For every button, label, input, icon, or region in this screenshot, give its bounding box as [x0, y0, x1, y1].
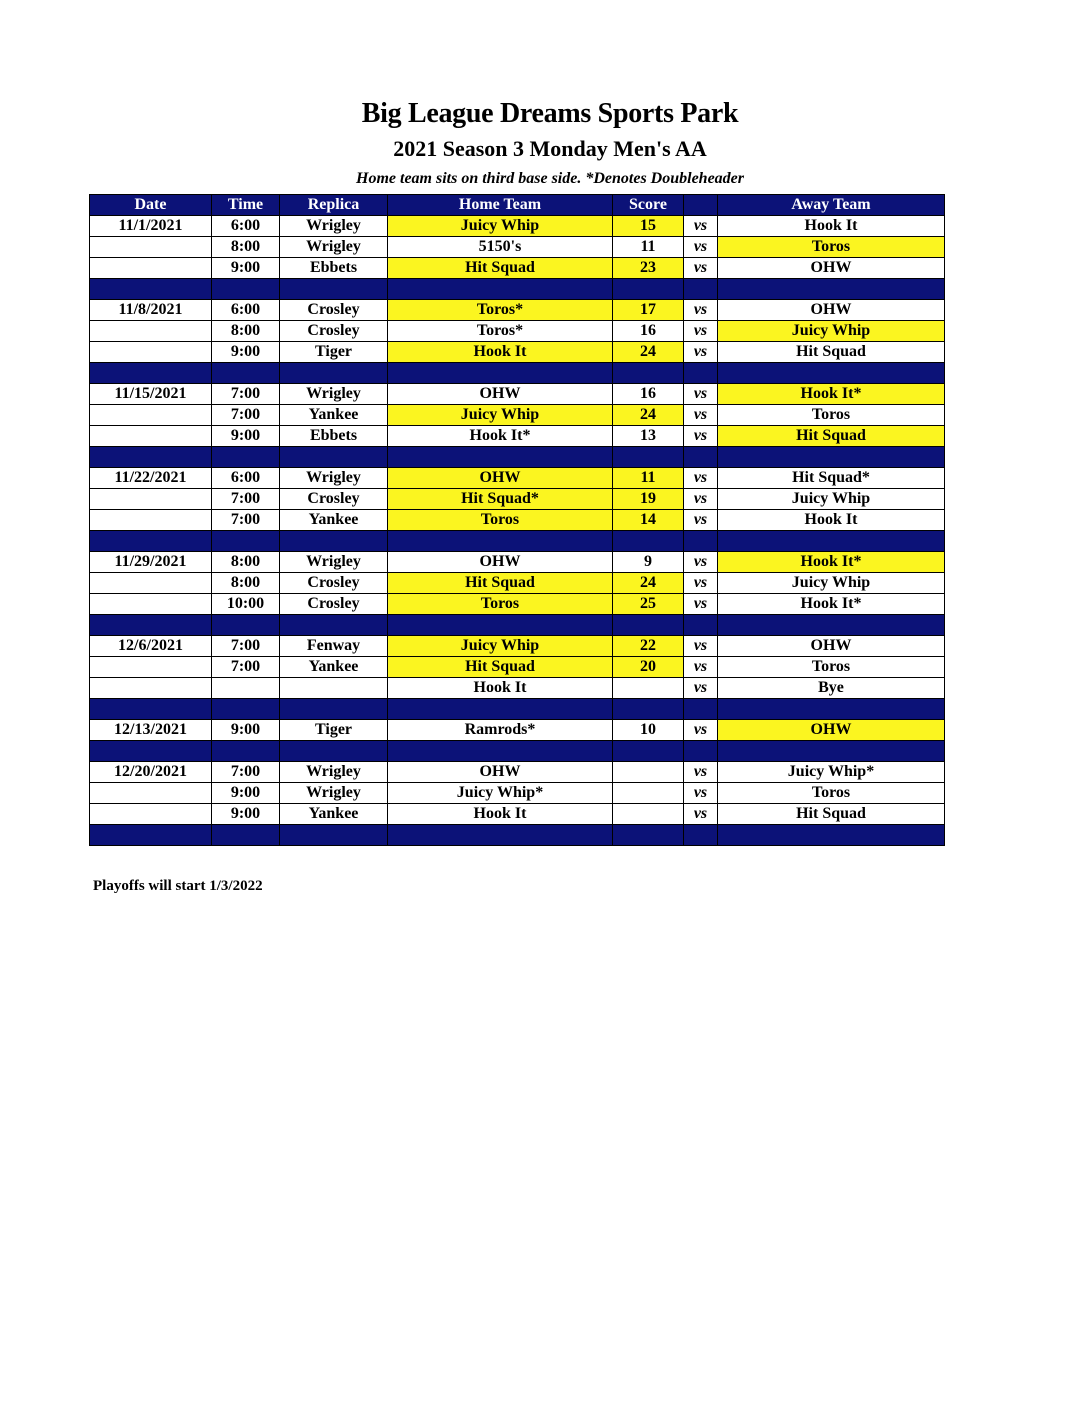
date-cell: [90, 426, 212, 447]
separator-cell: [613, 699, 684, 720]
separator-cell: [613, 741, 684, 762]
time-cell: 6:00: [212, 300, 280, 321]
table-row: [90, 237, 945, 258]
separator-cell: [90, 615, 212, 636]
separator-cell: [718, 363, 945, 384]
time-cell: 8:00: [212, 573, 280, 594]
column-header: Home Team: [388, 195, 613, 216]
separator-cell: [90, 447, 212, 468]
away-team-cell: OHW: [718, 300, 945, 321]
date-cell: [90, 573, 212, 594]
table-row: [90, 594, 945, 615]
separator-cell: [684, 615, 718, 636]
separator-row: [90, 699, 945, 720]
separator-row: [90, 615, 945, 636]
away-team-cell: Toros: [718, 405, 945, 426]
home-team-cell: Toros: [388, 594, 613, 615]
time-cell: 9:00: [212, 258, 280, 279]
time-cell: 9:00: [212, 804, 280, 825]
separator-cell: [212, 741, 280, 762]
replica-cell: Ebbets: [280, 258, 388, 279]
table-row: [90, 804, 945, 825]
separator-cell: [388, 741, 613, 762]
column-header: Replica: [280, 195, 388, 216]
vs-cell: vs: [684, 489, 718, 510]
replica-cell: Crosley: [280, 594, 388, 615]
date-cell: 12/13/2021: [90, 720, 212, 741]
home-team-cell: OHW: [388, 552, 613, 573]
date-cell: 11/8/2021: [90, 300, 212, 321]
separator-cell: [280, 741, 388, 762]
score-cell: 17: [613, 300, 684, 321]
vs-cell: vs: [684, 342, 718, 363]
time-cell: 9:00: [212, 342, 280, 363]
time-cell: 9:00: [212, 720, 280, 741]
separator-cell: [613, 363, 684, 384]
schedule-body: [90, 216, 945, 846]
score-cell: 25: [613, 594, 684, 615]
vs-cell: vs: [684, 258, 718, 279]
vs-cell: vs: [684, 783, 718, 804]
home-team-cell: Juicy Whip*: [388, 783, 613, 804]
replica-cell: Crosley: [280, 489, 388, 510]
date-cell: 11/1/2021: [90, 216, 212, 237]
separator-cell: [684, 447, 718, 468]
time-cell: 6:00: [212, 216, 280, 237]
separator-cell: [90, 825, 212, 846]
separator-cell: [613, 615, 684, 636]
score-cell: 15: [613, 216, 684, 237]
separator-cell: [613, 279, 684, 300]
replica-cell: Yankee: [280, 804, 388, 825]
replica-cell: Fenway: [280, 636, 388, 657]
separator-cell: [90, 699, 212, 720]
column-header: Away Team: [718, 195, 945, 216]
away-team-cell: Hit Squad: [718, 342, 945, 363]
away-team-cell: Juicy Whip*: [718, 762, 945, 783]
date-cell: [90, 657, 212, 678]
away-team-cell: OHW: [718, 636, 945, 657]
home-team-cell: Toros*: [388, 321, 613, 342]
time-cell: 9:00: [212, 783, 280, 804]
away-team-cell: Hook It: [718, 216, 945, 237]
score-cell: 24: [613, 573, 684, 594]
replica-cell: Yankee: [280, 657, 388, 678]
separator-cell: [388, 615, 613, 636]
schedule-table: [89, 194, 945, 846]
separator-cell: [613, 447, 684, 468]
home-team-cell: Hook It: [388, 804, 613, 825]
score-cell: [613, 678, 684, 699]
vs-cell: vs: [684, 552, 718, 573]
date-cell: 12/20/2021: [90, 762, 212, 783]
time-cell: 8:00: [212, 237, 280, 258]
away-team-cell: Hook It: [718, 510, 945, 531]
table-row: [90, 216, 945, 237]
column-header: Date: [90, 195, 212, 216]
home-team-cell: Hit Squad: [388, 657, 613, 678]
away-team-cell: OHW: [718, 720, 945, 741]
separator-row: [90, 531, 945, 552]
home-team-cell: Juicy Whip: [388, 636, 613, 657]
date-cell: [90, 405, 212, 426]
page-title: Big League Dreams Sports Park: [361, 98, 739, 129]
replica-cell: Wrigley: [280, 384, 388, 405]
home-team-cell: Hook It: [388, 678, 613, 699]
home-team-cell: Juicy Whip: [388, 216, 613, 237]
date-cell: 11/29/2021: [90, 552, 212, 573]
vs-cell: vs: [684, 678, 718, 699]
vs-cell: vs: [684, 426, 718, 447]
score-cell: [613, 783, 684, 804]
separator-cell: [212, 699, 280, 720]
time-cell: 7:00: [212, 405, 280, 426]
separator-cell: [212, 825, 280, 846]
score-cell: 16: [613, 384, 684, 405]
separator-cell: [90, 741, 212, 762]
separator-row: [90, 363, 945, 384]
score-cell: 10: [613, 720, 684, 741]
separator-cell: [388, 363, 613, 384]
separator-cell: [388, 531, 613, 552]
separator-cell: [684, 699, 718, 720]
away-team-cell: Hit Squad*: [718, 468, 945, 489]
home-team-cell: OHW: [388, 384, 613, 405]
table-row: [90, 552, 945, 573]
vs-cell: vs: [684, 594, 718, 615]
separator-cell: [684, 363, 718, 384]
vs-cell: vs: [684, 237, 718, 258]
home-team-cell: Ramrods*: [388, 720, 613, 741]
time-cell: 6:00: [212, 468, 280, 489]
score-cell: 16: [613, 321, 684, 342]
separator-cell: [718, 699, 945, 720]
separator-row: [90, 279, 945, 300]
table-row: [90, 720, 945, 741]
home-team-cell: OHW: [388, 762, 613, 783]
replica-cell: Tiger: [280, 720, 388, 741]
separator-cell: [90, 531, 212, 552]
replica-cell: Yankee: [280, 510, 388, 531]
date-cell: 12/6/2021: [90, 636, 212, 657]
replica-cell: Crosley: [280, 573, 388, 594]
date-cell: [90, 489, 212, 510]
vs-cell: vs: [684, 216, 718, 237]
table-row: [90, 300, 945, 321]
score-cell: 14: [613, 510, 684, 531]
away-team-cell: OHW: [718, 258, 945, 279]
vs-cell: vs: [684, 804, 718, 825]
date-cell: [90, 804, 212, 825]
time-cell: 7:00: [212, 762, 280, 783]
date-cell: [90, 783, 212, 804]
vs-cell: vs: [684, 510, 718, 531]
away-team-cell: Hit Squad: [718, 804, 945, 825]
away-team-cell: Juicy Whip: [718, 573, 945, 594]
separator-cell: [212, 531, 280, 552]
away-team-cell: Toros: [718, 783, 945, 804]
score-cell: 24: [613, 342, 684, 363]
separator-cell: [718, 741, 945, 762]
replica-cell: Yankee: [280, 405, 388, 426]
separator-cell: [90, 363, 212, 384]
replica-cell: Wrigley: [280, 783, 388, 804]
vs-cell: vs: [684, 321, 718, 342]
separator-cell: [280, 363, 388, 384]
score-cell: 20: [613, 657, 684, 678]
separator-cell: [280, 699, 388, 720]
vs-cell: vs: [684, 384, 718, 405]
separator-cell: [718, 615, 945, 636]
table-row: [90, 510, 945, 531]
separator-cell: [212, 363, 280, 384]
column-header: Score: [613, 195, 684, 216]
time-cell: [212, 678, 280, 699]
replica-cell: Crosley: [280, 321, 388, 342]
date-cell: [90, 237, 212, 258]
home-team-cell: Hit Squad: [388, 573, 613, 594]
date-cell: [90, 342, 212, 363]
time-cell: 7:00: [212, 636, 280, 657]
home-team-cell: 5150's: [388, 237, 613, 258]
home-team-cell: OHW: [388, 468, 613, 489]
table-row: [90, 657, 945, 678]
separator-cell: [212, 447, 280, 468]
separator-cell: [718, 531, 945, 552]
home-team-cell: Hit Squad*: [388, 489, 613, 510]
home-team-cell: Toros: [388, 510, 613, 531]
table-row: [90, 384, 945, 405]
separator-cell: [90, 279, 212, 300]
time-cell: 7:00: [212, 657, 280, 678]
home-team-cell: Juicy Whip: [388, 405, 613, 426]
away-team-cell: Toros: [718, 657, 945, 678]
away-team-cell: Hook It*: [718, 552, 945, 573]
table-row: [90, 489, 945, 510]
page-subtitle: 2021 Season 3 Monday Men's AA: [393, 136, 707, 161]
score-cell: 11: [613, 468, 684, 489]
score-cell: 11: [613, 237, 684, 258]
vs-cell: vs: [684, 405, 718, 426]
table-row: [90, 783, 945, 804]
replica-cell: Wrigley: [280, 237, 388, 258]
date-cell: [90, 678, 212, 699]
separator-cell: [280, 531, 388, 552]
table-row: [90, 342, 945, 363]
separator-cell: [388, 279, 613, 300]
score-cell: 9: [613, 552, 684, 573]
table-row: [90, 426, 945, 447]
replica-cell: Wrigley: [280, 468, 388, 489]
replica-cell: Wrigley: [280, 552, 388, 573]
score-cell: 23: [613, 258, 684, 279]
date-cell: 11/15/2021: [90, 384, 212, 405]
vs-cell: vs: [684, 573, 718, 594]
separator-cell: [388, 825, 613, 846]
table-row: [90, 321, 945, 342]
column-header: Time: [212, 195, 280, 216]
replica-cell: Wrigley: [280, 762, 388, 783]
separator-cell: [718, 825, 945, 846]
table-row: [90, 762, 945, 783]
away-team-cell: Hook It*: [718, 384, 945, 405]
replica-cell: Crosley: [280, 300, 388, 321]
time-cell: 7:00: [212, 384, 280, 405]
column-header: [684, 195, 718, 216]
vs-cell: vs: [684, 468, 718, 489]
away-team-cell: Hook It*: [718, 594, 945, 615]
table-row: [90, 573, 945, 594]
separator-cell: [388, 699, 613, 720]
separator-cell: [388, 447, 613, 468]
date-cell: 11/22/2021: [90, 468, 212, 489]
separator-cell: [280, 279, 388, 300]
footer-note: Playoffs will start 1/3/2022: [93, 878, 263, 894]
away-team-cell: Juicy Whip: [718, 321, 945, 342]
away-team-cell: Hit Squad: [718, 426, 945, 447]
table-row: [90, 636, 945, 657]
separator-cell: [684, 825, 718, 846]
score-cell: 13: [613, 426, 684, 447]
separator-cell: [684, 741, 718, 762]
date-cell: [90, 258, 212, 279]
score-cell: 22: [613, 636, 684, 657]
time-cell: 7:00: [212, 510, 280, 531]
replica-cell: [280, 678, 388, 699]
date-cell: [90, 594, 212, 615]
separator-cell: [613, 531, 684, 552]
separator-cell: [280, 447, 388, 468]
home-team-cell: Hook It*: [388, 426, 613, 447]
vs-cell: vs: [684, 720, 718, 741]
separator-cell: [280, 825, 388, 846]
separator-cell: [684, 531, 718, 552]
separator-cell: [684, 279, 718, 300]
replica-cell: Wrigley: [280, 216, 388, 237]
away-team-cell: Juicy Whip: [718, 489, 945, 510]
time-cell: 10:00: [212, 594, 280, 615]
replica-cell: Ebbets: [280, 426, 388, 447]
score-cell: [613, 762, 684, 783]
vs-cell: vs: [684, 657, 718, 678]
vs-cell: vs: [684, 762, 718, 783]
vs-cell: vs: [684, 636, 718, 657]
table-row: [90, 405, 945, 426]
separator-cell: [718, 447, 945, 468]
separator-row: [90, 447, 945, 468]
separator-cell: [613, 825, 684, 846]
separator-cell: [212, 279, 280, 300]
score-cell: [613, 804, 684, 825]
header-note: Home team sits on third base side. *Denotes Doubleheader: [356, 170, 744, 187]
table-row: [90, 258, 945, 279]
score-cell: 24: [613, 405, 684, 426]
time-cell: 8:00: [212, 552, 280, 573]
table-row: [90, 678, 945, 699]
home-team-cell: Toros*: [388, 300, 613, 321]
away-team-cell: Bye: [718, 678, 945, 699]
away-team-cell: Toros: [718, 237, 945, 258]
separator-cell: [212, 615, 280, 636]
separator-cell: [280, 615, 388, 636]
replica-cell: Tiger: [280, 342, 388, 363]
time-cell: 8:00: [212, 321, 280, 342]
table-row: [90, 468, 945, 489]
score-cell: 19: [613, 489, 684, 510]
time-cell: 9:00: [212, 426, 280, 447]
table-header-row: [90, 195, 945, 216]
home-team-cell: Hook It: [388, 342, 613, 363]
date-cell: [90, 321, 212, 342]
separator-row: [90, 741, 945, 762]
separator-row: [90, 825, 945, 846]
time-cell: 7:00: [212, 489, 280, 510]
date-cell: [90, 510, 212, 531]
vs-cell: vs: [684, 300, 718, 321]
separator-cell: [718, 279, 945, 300]
home-team-cell: Hit Squad: [388, 258, 613, 279]
